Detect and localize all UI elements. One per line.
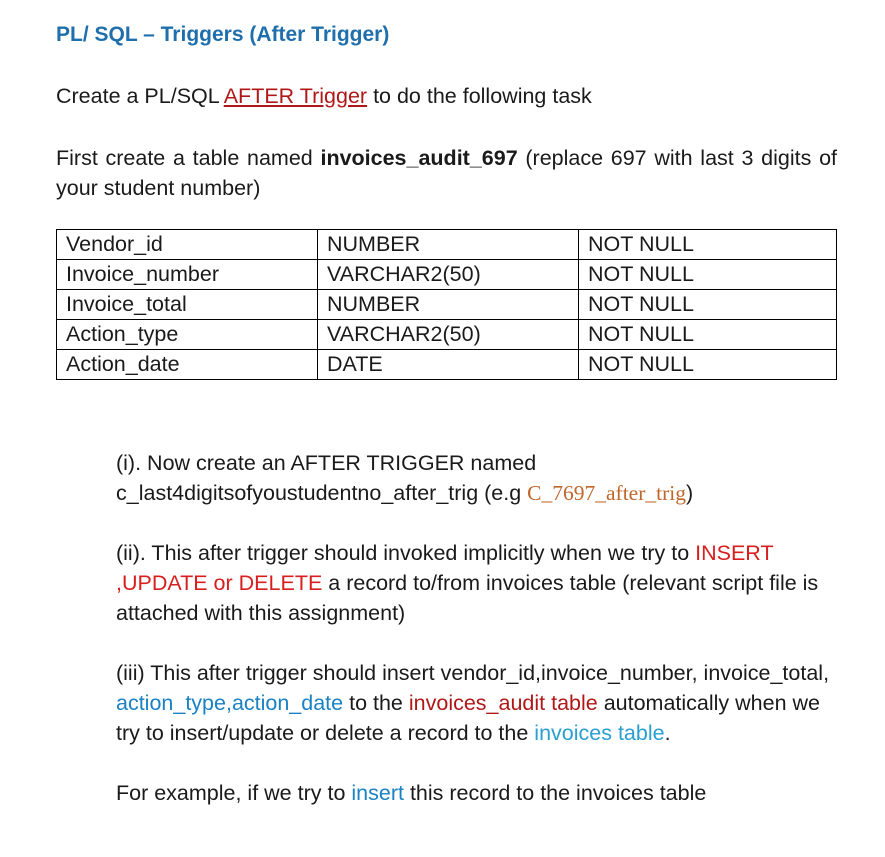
instruction-list — [116, 448, 836, 838]
instruction-item-3 — [116, 658, 836, 748]
column-name-cell: Vendor_id — [57, 230, 318, 260]
instruction-item-2 — [116, 538, 836, 628]
item3-part3: automatically when we try to insert/update or delete a record to the — [116, 691, 821, 745]
column-type-cell: VARCHAR2(50) — [318, 260, 579, 290]
table-row — [57, 230, 837, 260]
column-constraint-cell: NOT NULL — [579, 290, 837, 320]
table-row — [57, 260, 837, 290]
schema-table — [56, 229, 837, 380]
item1-line1: (i). Now create an AFTER TRIGGER named — [116, 451, 537, 475]
column-name-cell: Action_date — [57, 350, 318, 380]
column-constraint-cell: NOT NULL — [579, 320, 837, 350]
item3-part2: to the — [343, 691, 409, 715]
item2-prefix: (ii). This after trigger should invoked implicitly when we try to — [116, 541, 696, 565]
column-name-cell: Invoice_number — [57, 260, 318, 290]
item3-part1: (iii) This after trigger should insert vendor_id,invoice_number, invoice_total, — [116, 661, 830, 685]
insert-keyword: insert — [351, 781, 404, 805]
column-constraint-cell: NOT NULL — [579, 230, 837, 260]
column-constraint-cell: NOT NULL — [579, 350, 837, 380]
column-type-cell: VARCHAR2(50) — [318, 320, 579, 350]
create-table-paragraph — [56, 143, 837, 203]
item1-line2-suffix: ) — [685, 481, 694, 505]
create-table-prefix: First create a table named — [56, 146, 321, 170]
table-row — [57, 320, 837, 350]
dml-keywords: INSERT ,UPDATE or DELETE — [116, 541, 774, 595]
intro-prefix: Create a PL/SQL — [56, 84, 224, 108]
example-prefix: For example, if we try to — [116, 781, 352, 805]
after-trigger-link[interactable]: AFTER Trigger — [223, 84, 368, 108]
column-constraint-cell: NOT NULL — [579, 260, 837, 290]
intro-suffix: to do the following task — [367, 84, 592, 108]
table-row — [57, 350, 837, 380]
item2-suffix: a record to/from invoices table (relevant script file is attached with this assignment) — [116, 571, 819, 625]
audit-table-reference: invoices_audit table — [408, 691, 598, 715]
page-title: PL/ SQL – Triggers (After Trigger) — [56, 23, 390, 46]
column-type-cell: DATE — [318, 350, 579, 380]
trigger-name-example: C_7697_after_trig — [527, 481, 686, 505]
column-type-cell: NUMBER — [318, 230, 579, 260]
create-table-suffix: (replace 697 with last 3 digits of your student number) — [56, 146, 838, 200]
example-suffix: this record to the invoices table — [403, 781, 707, 805]
invoices-table-reference: invoices table — [534, 721, 665, 745]
item1-line2-prefix: c_last4digitsofyoustudentno_after_trig (e.g — [116, 481, 528, 505]
table-row — [57, 290, 837, 320]
item3-part4: . — [664, 721, 671, 745]
column-name-cell: Action_type — [57, 320, 318, 350]
column-name-cell: Invoice_total — [57, 290, 318, 320]
intro-paragraph — [56, 84, 592, 109]
audit-table-name: invoices_audit_697 — [320, 146, 518, 170]
action-columns: action_type,action_date — [116, 691, 344, 715]
instruction-item-1 — [116, 448, 836, 508]
example-paragraph — [116, 778, 836, 808]
column-type-cell: NUMBER — [318, 290, 579, 320]
